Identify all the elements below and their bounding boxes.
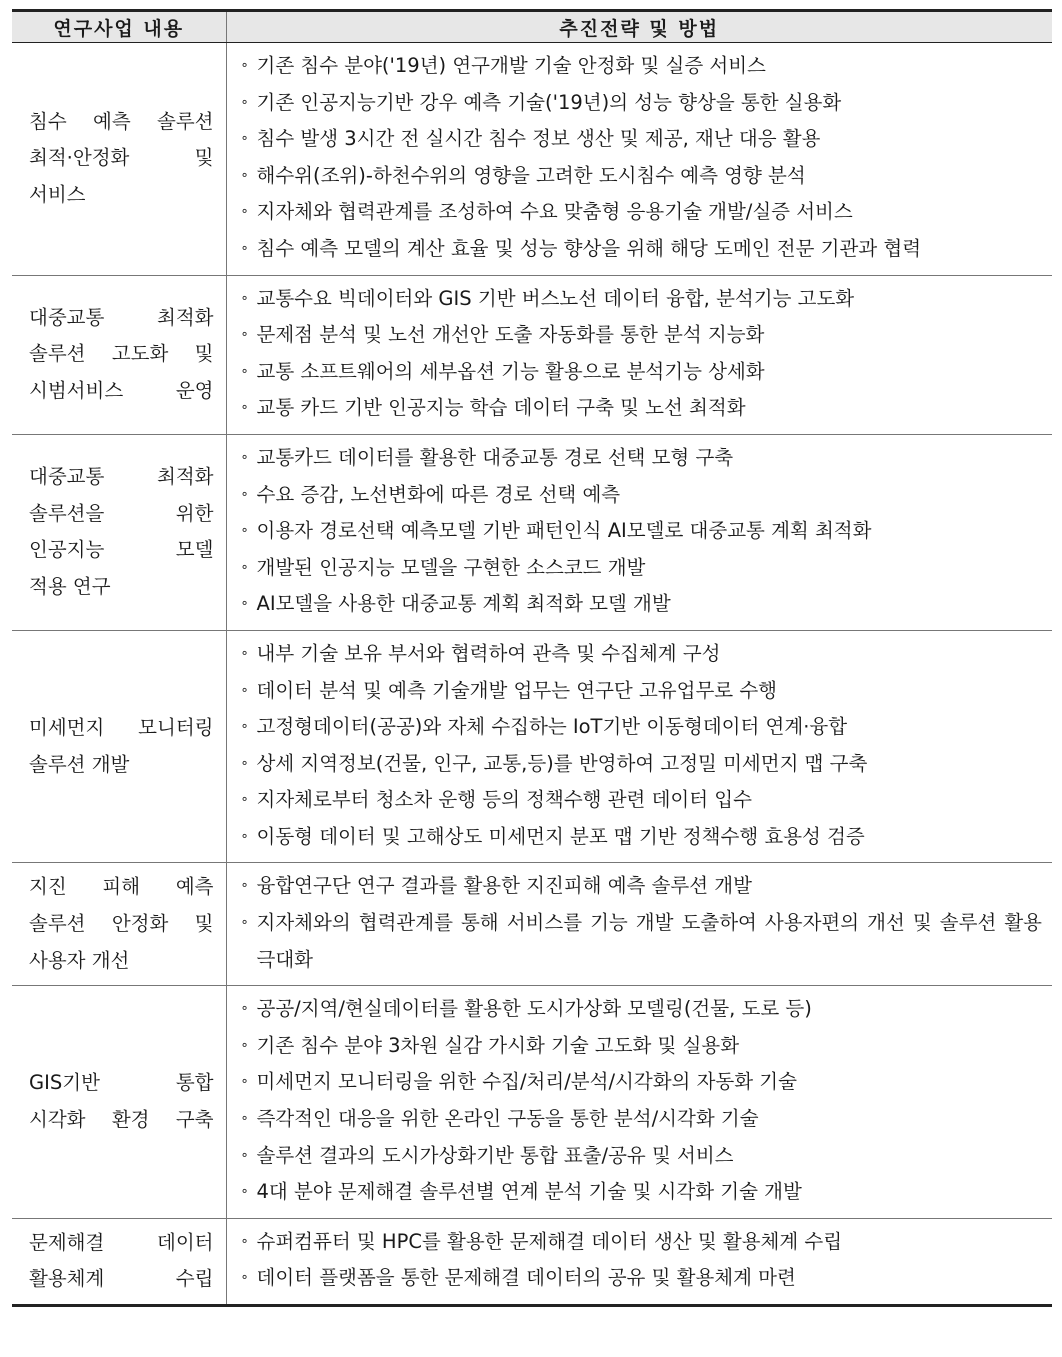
research-item-line: 사용자 개선 <box>29 948 130 972</box>
strategy-bullet-text: 수요 증감, 노선변화에 따른 경로 선택 예측 <box>256 482 621 506</box>
strategy-bullet <box>241 550 1043 587</box>
strategy-cell <box>226 863 1052 986</box>
bullet-circle-icon: ∘ <box>240 682 249 698</box>
research-item-line: 대중교통 최적화 <box>29 305 214 329</box>
table-row <box>12 1218 1052 1305</box>
strategy-bullet <box>241 746 1043 783</box>
strategy-cell <box>226 630 1052 863</box>
bullet-circle-icon: ∘ <box>240 131 249 147</box>
bullet-circle-icon: ∘ <box>240 449 249 465</box>
strategy-bullet <box>241 85 1043 122</box>
strategy-bullet-text: 지자체와 협력관계를 조성하여 수요 맞춤형 응용기술 개발/실증 서비스 <box>256 200 853 224</box>
strategy-bullet <box>241 158 1043 195</box>
strategy-bullet-text: 슈퍼컴퓨터 및 HPC를 활용한 문제해결 데이터 생산 및 활용체계 수립 <box>256 1229 843 1253</box>
strategy-bullet <box>241 586 1043 623</box>
research-item-line: 시각화 환경 구축 <box>29 1108 214 1132</box>
bullet-circle-icon: ∘ <box>240 1074 249 1090</box>
bullet-circle-icon: ∘ <box>240 878 249 894</box>
strategy-bullet <box>241 1138 1043 1175</box>
strategy-bullet <box>241 354 1043 391</box>
bullet-circle-icon: ∘ <box>240 1147 249 1163</box>
research-item-cell <box>12 1218 226 1305</box>
strategy-bullet <box>241 1224 1043 1261</box>
research-item-line: 솔루션을 위한 <box>29 501 214 525</box>
research-item-line: 미세먼지 모니터링 <box>29 716 214 740</box>
bullet-circle-icon: ∘ <box>240 486 249 502</box>
table-row <box>12 43 1052 276</box>
research-item-line: 문제해결 데이터 <box>29 1230 214 1254</box>
bullet-circle-icon: ∘ <box>240 719 249 735</box>
strategy-bullet <box>241 48 1043 85</box>
research-item-cell <box>12 275 226 434</box>
bullet-circle-icon: ∘ <box>240 755 249 771</box>
strategy-bullet <box>241 819 1043 856</box>
table-row <box>12 863 1052 986</box>
research-plan-table <box>12 9 1052 1307</box>
bullet-circle-icon: ∘ <box>240 290 249 306</box>
column-header-item: 연구사업 내용 <box>12 11 226 43</box>
bullet-circle-icon: ∘ <box>240 596 249 612</box>
research-item-cell <box>12 630 226 863</box>
table-body <box>12 43 1052 1306</box>
strategy-bullet-text: 기존 침수 분야 3차원 실감 가시화 기술 고도화 및 실용화 <box>256 1033 740 1057</box>
strategy-bullet <box>241 317 1043 354</box>
bullet-circle-icon: ∘ <box>240 828 249 844</box>
strategy-bullet-text: 융합연구단 연구 결과를 활용한 지진피해 예측 솔루션 개발 <box>256 874 752 898</box>
research-item-cell <box>12 43 226 276</box>
strategy-bullet <box>241 673 1043 710</box>
strategy-bullet-text: 공공/지역/현실데이터를 활용한 도시가상화 모델링(건물, 도로 등) <box>256 997 812 1021</box>
table-row <box>12 986 1052 1219</box>
bullet-circle-icon: ∘ <box>240 327 249 343</box>
bullet-circle-icon: ∘ <box>240 645 249 661</box>
strategy-bullet-text: 기존 침수 분야('19년) 연구개발 기술 안정화 및 실증 서비스 <box>256 54 766 77</box>
strategy-bullet-text: 지자체로부터 청소차 운행 등의 정책수행 관련 데이터 입수 <box>256 788 752 812</box>
strategy-bullet-text: 4대 분야 문제해결 솔루션별 연계 분석 기술 및 시각화 기술 개발 <box>256 1180 802 1204</box>
strategy-bullet-text: 데이터 분석 및 예측 기술개발 업무는 연구단 고유업무로 수행 <box>256 678 778 702</box>
bullet-circle-icon: ∘ <box>240 204 249 220</box>
strategy-bullet-text: 문제점 분석 및 노선 개선안 도출 자동화를 통한 분석 지능화 <box>256 323 765 347</box>
strategy-cell <box>226 275 1052 434</box>
strategy-bullet-text: 교통 카드 기반 인공지능 학습 데이터 구축 및 노선 최적화 <box>256 396 746 420</box>
strategy-bullet <box>241 390 1043 427</box>
strategy-bullet <box>241 194 1043 231</box>
strategy-bullet-text: 교통카드 데이터를 활용한 대중교통 경로 선택 모형 구축 <box>256 445 734 469</box>
bullet-circle-icon: ∘ <box>240 792 249 808</box>
strategy-bullet-text: 데이터 플랫폼을 통한 문제해결 데이터의 공유 및 활용체계 마련 <box>256 1266 796 1290</box>
strategy-bullet-text: 즉각적인 대응을 위한 온라인 구동을 통한 분석/시각화 기술 <box>256 1107 759 1131</box>
research-item-line: 대중교통 최적화 <box>29 465 214 489</box>
research-item-line: 솔루션 고도화 및 <box>29 342 214 366</box>
strategy-bullet-text: 해수위(조위)-하천수위의 영향을 고려한 도시침수 예측 영향 분석 <box>256 163 806 187</box>
strategy-bullet <box>241 1028 1043 1065</box>
strategy-bullet <box>241 477 1043 514</box>
strategy-bullet-text: 이용자 경로선택 예측모델 기반 패턴인식 AI모델로 대중교통 계획 최적화 <box>256 519 872 543</box>
bullet-circle-icon: ∘ <box>240 400 249 416</box>
strategy-bullet-text: AI모델을 사용한 대중교통 계획 최적화 모델 개발 <box>256 592 671 616</box>
strategy-bullet <box>241 905 1043 978</box>
strategy-bullet-text: 교통수요 빅데이터와 GIS 기반 버스노선 데이터 융합, 분석기능 고도화 <box>256 286 855 310</box>
research-item-line: 최적·안정화 및 <box>29 146 214 170</box>
bullet-circle-icon: ∘ <box>240 58 249 73</box>
strategy-bullet-text: 내부 기술 보유 부서와 협력하여 관측 및 수집체계 구성 <box>256 641 721 665</box>
research-item-line: 적용 연구 <box>29 575 111 599</box>
strategy-bullet-text: 상세 지역정보(건물, 인구, 교통,등)를 반영하여 고정밀 미세먼지 맵 구축 <box>256 751 868 775</box>
bullet-circle-icon: ∘ <box>240 915 249 931</box>
strategy-bullet-text: 개발된 인공지능 모델을 구현한 소스코드 개발 <box>256 555 646 579</box>
strategy-bullet-text: 고정형데이터(공공)와 자체 수집하는 IoT기반 이동형데이터 연계·융합 <box>256 715 848 739</box>
bullet-circle-icon: ∘ <box>240 559 249 575</box>
bullet-circle-icon: ∘ <box>240 1037 249 1053</box>
strategy-bullet-text: 미세먼지 모니터링을 위한 수집/처리/분석/시각화의 자동화 기술 <box>256 1070 797 1094</box>
strategy-bullet <box>241 513 1043 550</box>
research-item-line: 서비스 <box>29 183 86 207</box>
bullet-circle-icon: ∘ <box>240 1233 249 1249</box>
table-row <box>12 630 1052 863</box>
research-item-line: GIS기반 통합 <box>29 1071 214 1095</box>
table-header-row <box>12 11 1052 43</box>
strategy-bullet <box>241 231 1043 268</box>
strategy-bullet <box>241 709 1043 746</box>
table-row <box>12 434 1052 630</box>
strategy-bullet <box>241 782 1043 819</box>
strategy-bullet <box>241 121 1043 158</box>
research-item-line: 솔루션 안정화 및 <box>29 912 214 936</box>
bullet-circle-icon: ∘ <box>240 94 249 110</box>
bullet-circle-icon: ∘ <box>240 240 249 256</box>
strategy-cell <box>226 986 1052 1219</box>
strategy-cell <box>226 434 1052 630</box>
strategy-bullet-text: 침수 예측 모델의 계산 효율 및 성능 향상을 위해 해당 도메인 전문 기관과 협력 <box>256 236 922 260</box>
strategy-bullet <box>241 1101 1043 1138</box>
bullet-circle-icon: ∘ <box>240 1001 249 1017</box>
strategy-bullet <box>241 636 1043 673</box>
strategy-bullet <box>241 281 1043 318</box>
bullet-circle-icon: ∘ <box>240 1184 249 1200</box>
bullet-circle-icon: ∘ <box>240 1270 249 1286</box>
strategy-bullet <box>241 1174 1043 1211</box>
bullet-circle-icon: ∘ <box>240 1111 249 1127</box>
strategy-bullet <box>241 868 1043 905</box>
column-header-strategy: 추진전략 및 방법 <box>226 11 1052 43</box>
research-item-line: 솔루션 개발 <box>29 752 130 776</box>
strategy-cell <box>226 43 1052 276</box>
bullet-circle-icon: ∘ <box>240 523 249 539</box>
research-item-line: 시범서비스 운영 <box>29 379 214 403</box>
strategy-bullet <box>241 1260 1043 1297</box>
research-item-cell <box>12 434 226 630</box>
strategy-bullet-text: 이동형 데이터 및 고해상도 미세먼지 분포 맵 기반 정책수행 효용성 검증 <box>256 824 865 848</box>
bullet-circle-icon: ∘ <box>240 167 249 183</box>
bullet-circle-icon: ∘ <box>240 363 249 379</box>
research-item-line: 지진 피해 예측 <box>29 875 214 899</box>
strategy-bullet-text: 교통 소프트웨어의 세부옵션 기능 활용으로 분석기능 상세화 <box>256 359 765 383</box>
strategy-bullet <box>241 1064 1043 1101</box>
table-row <box>12 275 1052 434</box>
strategy-bullet <box>241 440 1043 477</box>
research-item-line: 침수 예측 솔루션 <box>29 109 214 133</box>
strategy-bullet-text: 기존 인공지능기반 강우 예측 기술('19년)의 성능 향상을 통한 실용화 <box>256 90 842 114</box>
strategy-cell <box>226 1218 1052 1305</box>
strategy-bullet-text: 침수 발생 3시간 전 실시간 침수 정보 생산 및 제공, 재난 대응 활용 <box>256 127 821 151</box>
strategy-bullet-text: 지자체와의 협력관계를 통해 서비스를 기능 개발 도출하여 사용자편의 개선 및 솔루션 활용 극대화 <box>256 911 1042 971</box>
strategy-bullet <box>241 991 1043 1028</box>
research-item-cell <box>12 863 226 986</box>
research-item-cell <box>12 986 226 1219</box>
strategy-bullet-text: 솔루션 결과의 도시가상화기반 통합 표출/공유 및 서비스 <box>256 1143 734 1167</box>
research-item-line: 활용체계 수립 <box>29 1267 214 1291</box>
research-item-line: 인공지능 모델 <box>29 538 214 562</box>
